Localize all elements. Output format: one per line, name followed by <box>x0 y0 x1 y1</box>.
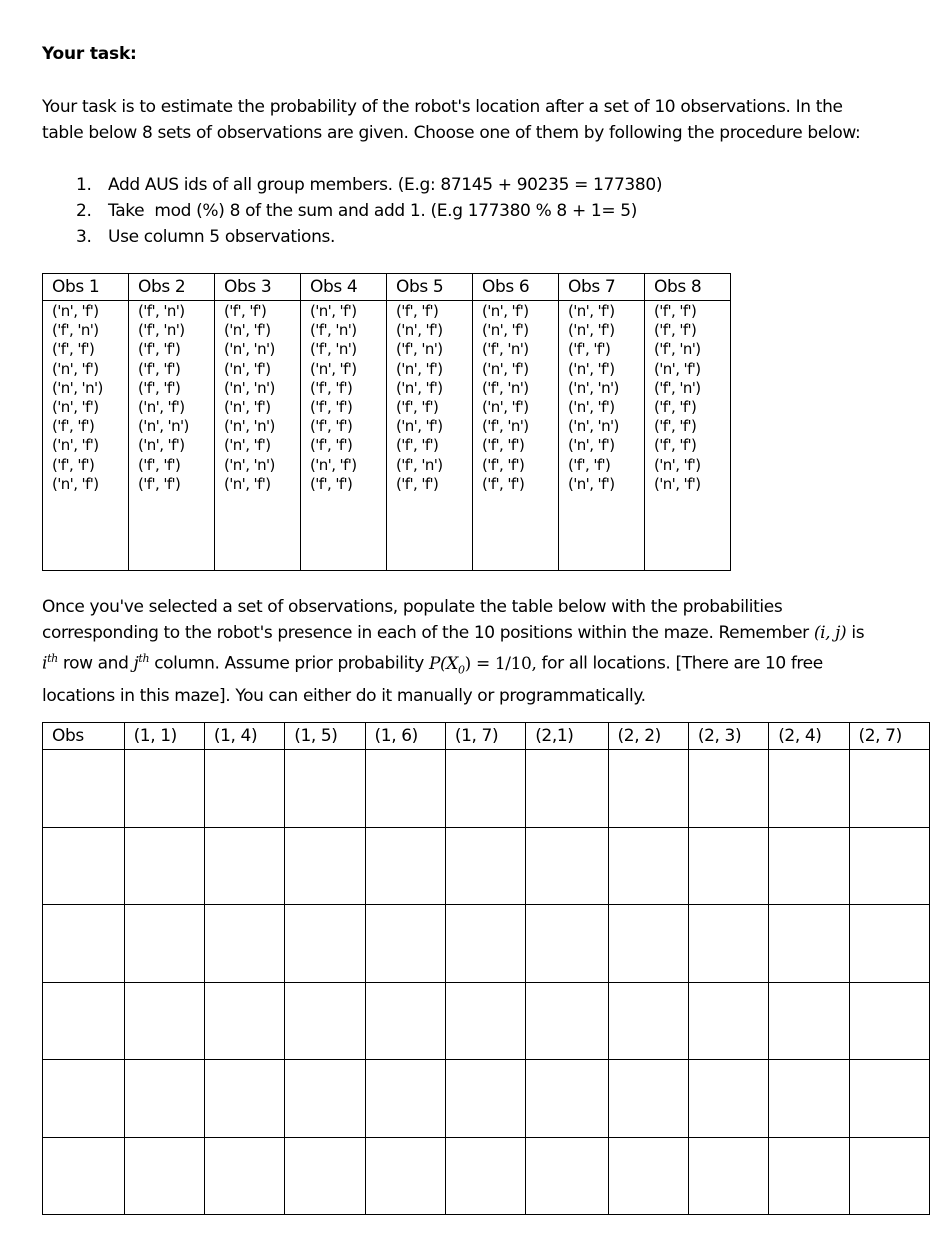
obs-column-cell <box>645 301 731 571</box>
observation-value: ('n', 'f') <box>396 417 443 436</box>
observation-value: ('f', 'f') <box>654 397 697 416</box>
probability-cell[interactable] <box>608 750 688 828</box>
para-line-2-end: is <box>851 623 865 643</box>
observation-value: ('f', 'n') <box>396 340 443 359</box>
observation-value: ('f', 'f') <box>224 302 267 320</box>
obs-column-header: Obs 3 <box>215 274 301 301</box>
probability-cell[interactable] <box>849 827 929 905</box>
probability-cell[interactable] <box>124 1137 204 1215</box>
observation-value: ('n', 'f') <box>52 474 99 493</box>
observation-value: ('f', 'n') <box>482 378 529 397</box>
observation-value: ('f', 'f') <box>482 436 525 455</box>
probability-cell[interactable] <box>124 750 204 828</box>
observation-value: ('f', 'f') <box>396 436 439 455</box>
obs-column-header: Obs 4 <box>301 274 387 301</box>
obs-column-header: Obs 7 <box>559 274 645 301</box>
probability-cell[interactable] <box>688 750 768 828</box>
observation-value: ('n', 'f') <box>224 359 271 378</box>
table-row <box>43 1060 930 1138</box>
probability-cell[interactable] <box>285 827 365 905</box>
probability-cell[interactable] <box>285 982 365 1060</box>
obs-column-cell <box>43 301 129 571</box>
observation-value: ('n', 'f') <box>482 359 529 378</box>
obs-column-cell <box>301 301 387 571</box>
observation-value: ('n', 'f') <box>52 436 99 455</box>
probability-cell[interactable] <box>608 905 688 983</box>
prob-column-header: (1, 4) <box>204 723 284 750</box>
observation-value: ('f', 'f') <box>138 340 181 359</box>
observation-value: ('n', 'f') <box>568 436 615 455</box>
probability-cell[interactable] <box>204 982 284 1060</box>
table-row <box>43 905 930 983</box>
ij-notation: (i, j) <box>813 623 847 643</box>
step-number: 1. <box>76 175 92 195</box>
probability-cell[interactable] <box>124 1060 204 1138</box>
observation-value: ('n', 'f') <box>310 302 357 320</box>
observation-value: ('n', 'f') <box>654 455 701 474</box>
row-and-text: row and <box>57 653 134 674</box>
observation-value: ('n', 'f') <box>482 321 529 340</box>
observation-value: ('n', 'f') <box>482 397 529 416</box>
observation-value: ('n', 'f') <box>310 455 357 474</box>
probability-cell[interactable] <box>849 982 929 1060</box>
probability-cell[interactable] <box>526 1137 608 1215</box>
th-superscript: th <box>47 652 58 665</box>
observation-value: ('n', 'f') <box>482 302 529 320</box>
observation-value: ('f', 'f') <box>654 302 697 320</box>
probability-cell[interactable] <box>124 905 204 983</box>
para-line-3 <box>42 646 918 683</box>
observation-value: ('f', 'f') <box>396 302 439 320</box>
probability-cell[interactable] <box>365 1137 445 1215</box>
procedure-step <box>76 198 662 224</box>
probability-cell[interactable] <box>526 750 608 828</box>
prob-column-header: (2, 3) <box>688 723 768 750</box>
th-superscript-2: th <box>138 652 150 665</box>
probability-cell[interactable] <box>43 1060 125 1138</box>
obs-column-cell <box>215 301 301 571</box>
probability-cell[interactable] <box>608 1137 688 1215</box>
probability-cell[interactable] <box>526 827 608 905</box>
probability-cell[interactable] <box>43 982 125 1060</box>
observation-value: ('n', 'f') <box>568 359 615 378</box>
observation-value: ('f', 'f') <box>310 474 353 493</box>
intro-line-2: table below 8 sets of observations are given. Choose one of them by following the procedure below: <box>42 123 861 143</box>
step-number: 3. <box>76 227 92 247</box>
observation-value: ('n', 'n') <box>224 378 275 397</box>
probability-cell[interactable] <box>849 905 929 983</box>
observation-value: ('n', 'n') <box>224 340 275 359</box>
probability-cell[interactable] <box>43 827 125 905</box>
observation-value: ('f', 'n') <box>310 340 357 359</box>
probability-cell[interactable] <box>285 1060 365 1138</box>
observation-value: ('f', 'n') <box>654 340 701 359</box>
probability-cell[interactable] <box>526 982 608 1060</box>
observation-value: ('f', 'f') <box>138 378 181 397</box>
procedure-step <box>76 224 662 250</box>
observation-value: ('f', 'n') <box>654 378 701 397</box>
intro-paragraph <box>42 94 912 146</box>
observation-value: ('n', 'f') <box>52 397 99 416</box>
prob-column-header: (1, 7) <box>445 723 525 750</box>
prob-column-header: (2, 2) <box>608 723 688 750</box>
probability-cell[interactable] <box>204 905 284 983</box>
observation-value: ('f', 'f') <box>654 321 697 340</box>
observation-value: ('f', 'f') <box>138 359 181 378</box>
probability-cell[interactable] <box>445 1137 525 1215</box>
observation-value: ('n', 'f') <box>224 474 271 493</box>
probability-cell[interactable] <box>445 750 525 828</box>
observation-value: ('f', 'n') <box>310 321 357 340</box>
procedure-step <box>76 172 662 198</box>
observation-value: ('f', 'f') <box>138 455 181 474</box>
observation-value: ('f', 'f') <box>482 455 525 474</box>
prob-column-header: (1, 5) <box>285 723 365 750</box>
prob-column-header: (1, 1) <box>124 723 204 750</box>
observation-value: ('n', 'f') <box>654 474 701 493</box>
probability-cell[interactable] <box>124 827 204 905</box>
observation-value: ('f', 'n') <box>138 302 185 320</box>
probability-cell[interactable] <box>124 982 204 1060</box>
prob-column-header: (1, 6) <box>365 723 445 750</box>
observation-value: ('f', 'n') <box>482 340 529 359</box>
probability-cell[interactable] <box>688 1060 768 1138</box>
probability-header-row <box>43 723 930 750</box>
obs-column-cell <box>387 301 473 571</box>
probability-cell[interactable] <box>769 905 849 983</box>
prob-column-header: (2, 4) <box>769 723 849 750</box>
observation-value: ('n', 'n') <box>224 417 275 436</box>
observation-value: ('f', 'f') <box>310 417 353 436</box>
probability-table <box>42 722 930 1215</box>
probability-cell[interactable] <box>849 750 929 828</box>
probability-cell[interactable] <box>769 982 849 1060</box>
probability-cell[interactable] <box>285 750 365 828</box>
probability-cell[interactable] <box>688 827 768 905</box>
observation-value: ('f', 'n') <box>482 417 529 436</box>
observation-value: ('n', 'f') <box>224 321 271 340</box>
probability-cell[interactable] <box>204 827 284 905</box>
observation-value: ('f', 'n') <box>52 321 99 340</box>
observation-value: ('f', 'f') <box>52 455 95 474</box>
probability-cell[interactable] <box>526 1060 608 1138</box>
probability-cell[interactable] <box>43 1137 125 1215</box>
probability-cell[interactable] <box>445 1060 525 1138</box>
probability-cell[interactable] <box>204 750 284 828</box>
observation-value: ('f', 'n') <box>138 321 185 340</box>
observation-value: ('f', 'n') <box>396 455 443 474</box>
para-line-2 <box>42 620 918 646</box>
probability-cell[interactable] <box>608 827 688 905</box>
observation-value: ('f', 'f') <box>310 378 353 397</box>
probability-cell[interactable] <box>769 1137 849 1215</box>
observation-value: ('f', 'f') <box>310 436 353 455</box>
observation-value: ('n', 'f') <box>138 397 185 416</box>
j-symbol: j <box>133 653 139 674</box>
prob-column-header: (2,1) <box>526 723 608 750</box>
probability-cell[interactable] <box>769 750 849 828</box>
observation-value: ('f', 'f') <box>52 417 95 436</box>
probability-cell[interactable] <box>688 1137 768 1215</box>
table-row <box>43 750 930 828</box>
step-text: Use column 5 observations. <box>108 227 336 247</box>
prob-column-header: Obs <box>43 723 125 750</box>
probability-cell[interactable] <box>608 982 688 1060</box>
obs-column-header: Obs 2 <box>129 274 215 301</box>
observation-value: ('n', 'n') <box>568 378 619 397</box>
probability-cell[interactable] <box>204 1137 284 1215</box>
observation-value: ('n', 'f') <box>396 378 443 397</box>
locations-text: for all locations. [There are 10 free <box>536 653 823 674</box>
obs-column-header: Obs 6 <box>473 274 559 301</box>
probability-cell[interactable] <box>43 750 125 828</box>
observation-value: ('n', 'f') <box>52 302 99 320</box>
observation-value: ('f', 'f') <box>654 417 697 436</box>
para-line-2-text: corresponding to the robot's presence in each of the 10 positions within the maze. Remember <box>42 623 809 643</box>
probability-cell[interactable] <box>365 1060 445 1138</box>
observation-value: ('f', 'f') <box>396 397 439 416</box>
para-line-1: Once you've selected a set of observations, populate the table below with the probabilities <box>42 597 783 617</box>
step-number: 2. <box>76 201 92 221</box>
probability-cell[interactable] <box>769 827 849 905</box>
observation-value: ('n', 'n') <box>138 417 189 436</box>
prior-value: ) = 1/10, <box>464 653 537 674</box>
observations-table <box>42 273 731 571</box>
obs-column-header: Obs 1 <box>43 274 129 301</box>
probability-cell[interactable] <box>688 982 768 1060</box>
step-text: Add AUS ids of all group members. (E.g: 87145 + 90235 = 177380) <box>108 175 663 195</box>
observation-value: ('f', 'f') <box>482 474 525 493</box>
observation-value: ('f', 'f') <box>138 474 181 493</box>
observation-value: ('n', 'f') <box>310 359 357 378</box>
probability-cell[interactable] <box>849 1060 929 1138</box>
observation-value: ('n', 'f') <box>138 436 185 455</box>
observation-value: ('f', 'f') <box>52 340 95 359</box>
intro-line-1: Your task is to estimate the probability of the robot's location after a set of 10 observations. In the <box>42 97 843 117</box>
procedure-list <box>76 172 662 250</box>
obs-column-cell <box>559 301 645 571</box>
step-text: Take mod (%) 8 of the sum and add 1. (E.g 177380 % 8 + 1= 5) <box>108 201 638 221</box>
i-symbol: i <box>42 653 48 674</box>
instructions-paragraph <box>42 594 918 709</box>
probability-cell[interactable] <box>365 905 445 983</box>
observation-value: ('f', 'f') <box>568 455 611 474</box>
observations-body-row <box>43 301 731 571</box>
probability-cell[interactable] <box>849 1137 929 1215</box>
observation-value: ('n', 'f') <box>654 359 701 378</box>
table-row <box>43 827 930 905</box>
observation-value: ('n', 'f') <box>568 302 615 320</box>
observation-value: ('f', 'f') <box>310 397 353 416</box>
observation-value: ('n', 'f') <box>568 474 615 493</box>
observation-value: ('f', 'f') <box>568 340 611 359</box>
obs-column-cell <box>129 301 215 571</box>
probability-cell[interactable] <box>445 827 525 905</box>
probability-cell[interactable] <box>526 905 608 983</box>
observation-value: ('n', 'n') <box>52 378 103 397</box>
probability-cell[interactable] <box>204 1060 284 1138</box>
probability-cell[interactable] <box>445 982 525 1060</box>
observation-value: ('n', 'n') <box>568 417 619 436</box>
probability-cell[interactable] <box>445 905 525 983</box>
obs-column-cell <box>473 301 559 571</box>
probability-cell[interactable] <box>43 905 125 983</box>
observation-value: ('n', 'f') <box>224 436 271 455</box>
observation-value: ('n', 'f') <box>568 397 615 416</box>
observation-value: ('n', 'f') <box>52 359 99 378</box>
probability-cell[interactable] <box>285 905 365 983</box>
observation-value: ('n', 'f') <box>224 397 271 416</box>
observation-value: ('n', 'f') <box>568 321 615 340</box>
table-row <box>43 982 930 1060</box>
prior-subscript: 0 <box>458 663 465 677</box>
probability-cell[interactable] <box>365 750 445 828</box>
prob-column-header: (2, 7) <box>849 723 929 750</box>
observation-value: ('n', 'n') <box>224 455 275 474</box>
obs-column-header: Obs 5 <box>387 274 473 301</box>
probability-cell[interactable] <box>365 982 445 1060</box>
observations-header-row <box>43 274 731 301</box>
prior-p: P(X <box>429 653 459 674</box>
probability-cell[interactable] <box>365 827 445 905</box>
column-assume-text: column. Assume prior probability <box>149 653 429 674</box>
prior-formula <box>429 653 537 677</box>
probability-cell[interactable] <box>285 1137 365 1215</box>
probability-cell[interactable] <box>608 1060 688 1138</box>
probability-cell[interactable] <box>769 1060 849 1138</box>
observation-value: ('n', 'f') <box>396 321 443 340</box>
para-line-4: locations in this maze]. You can either do it manually or programmatically. <box>42 686 646 707</box>
probability-cell[interactable] <box>688 905 768 983</box>
table-row <box>43 1137 930 1215</box>
observation-value: ('f', 'f') <box>396 474 439 493</box>
observation-value: ('f', 'f') <box>654 436 697 455</box>
task-heading: Your task: <box>42 44 137 64</box>
obs-column-header: Obs 8 <box>645 274 731 301</box>
observation-value: ('n', 'f') <box>396 359 443 378</box>
